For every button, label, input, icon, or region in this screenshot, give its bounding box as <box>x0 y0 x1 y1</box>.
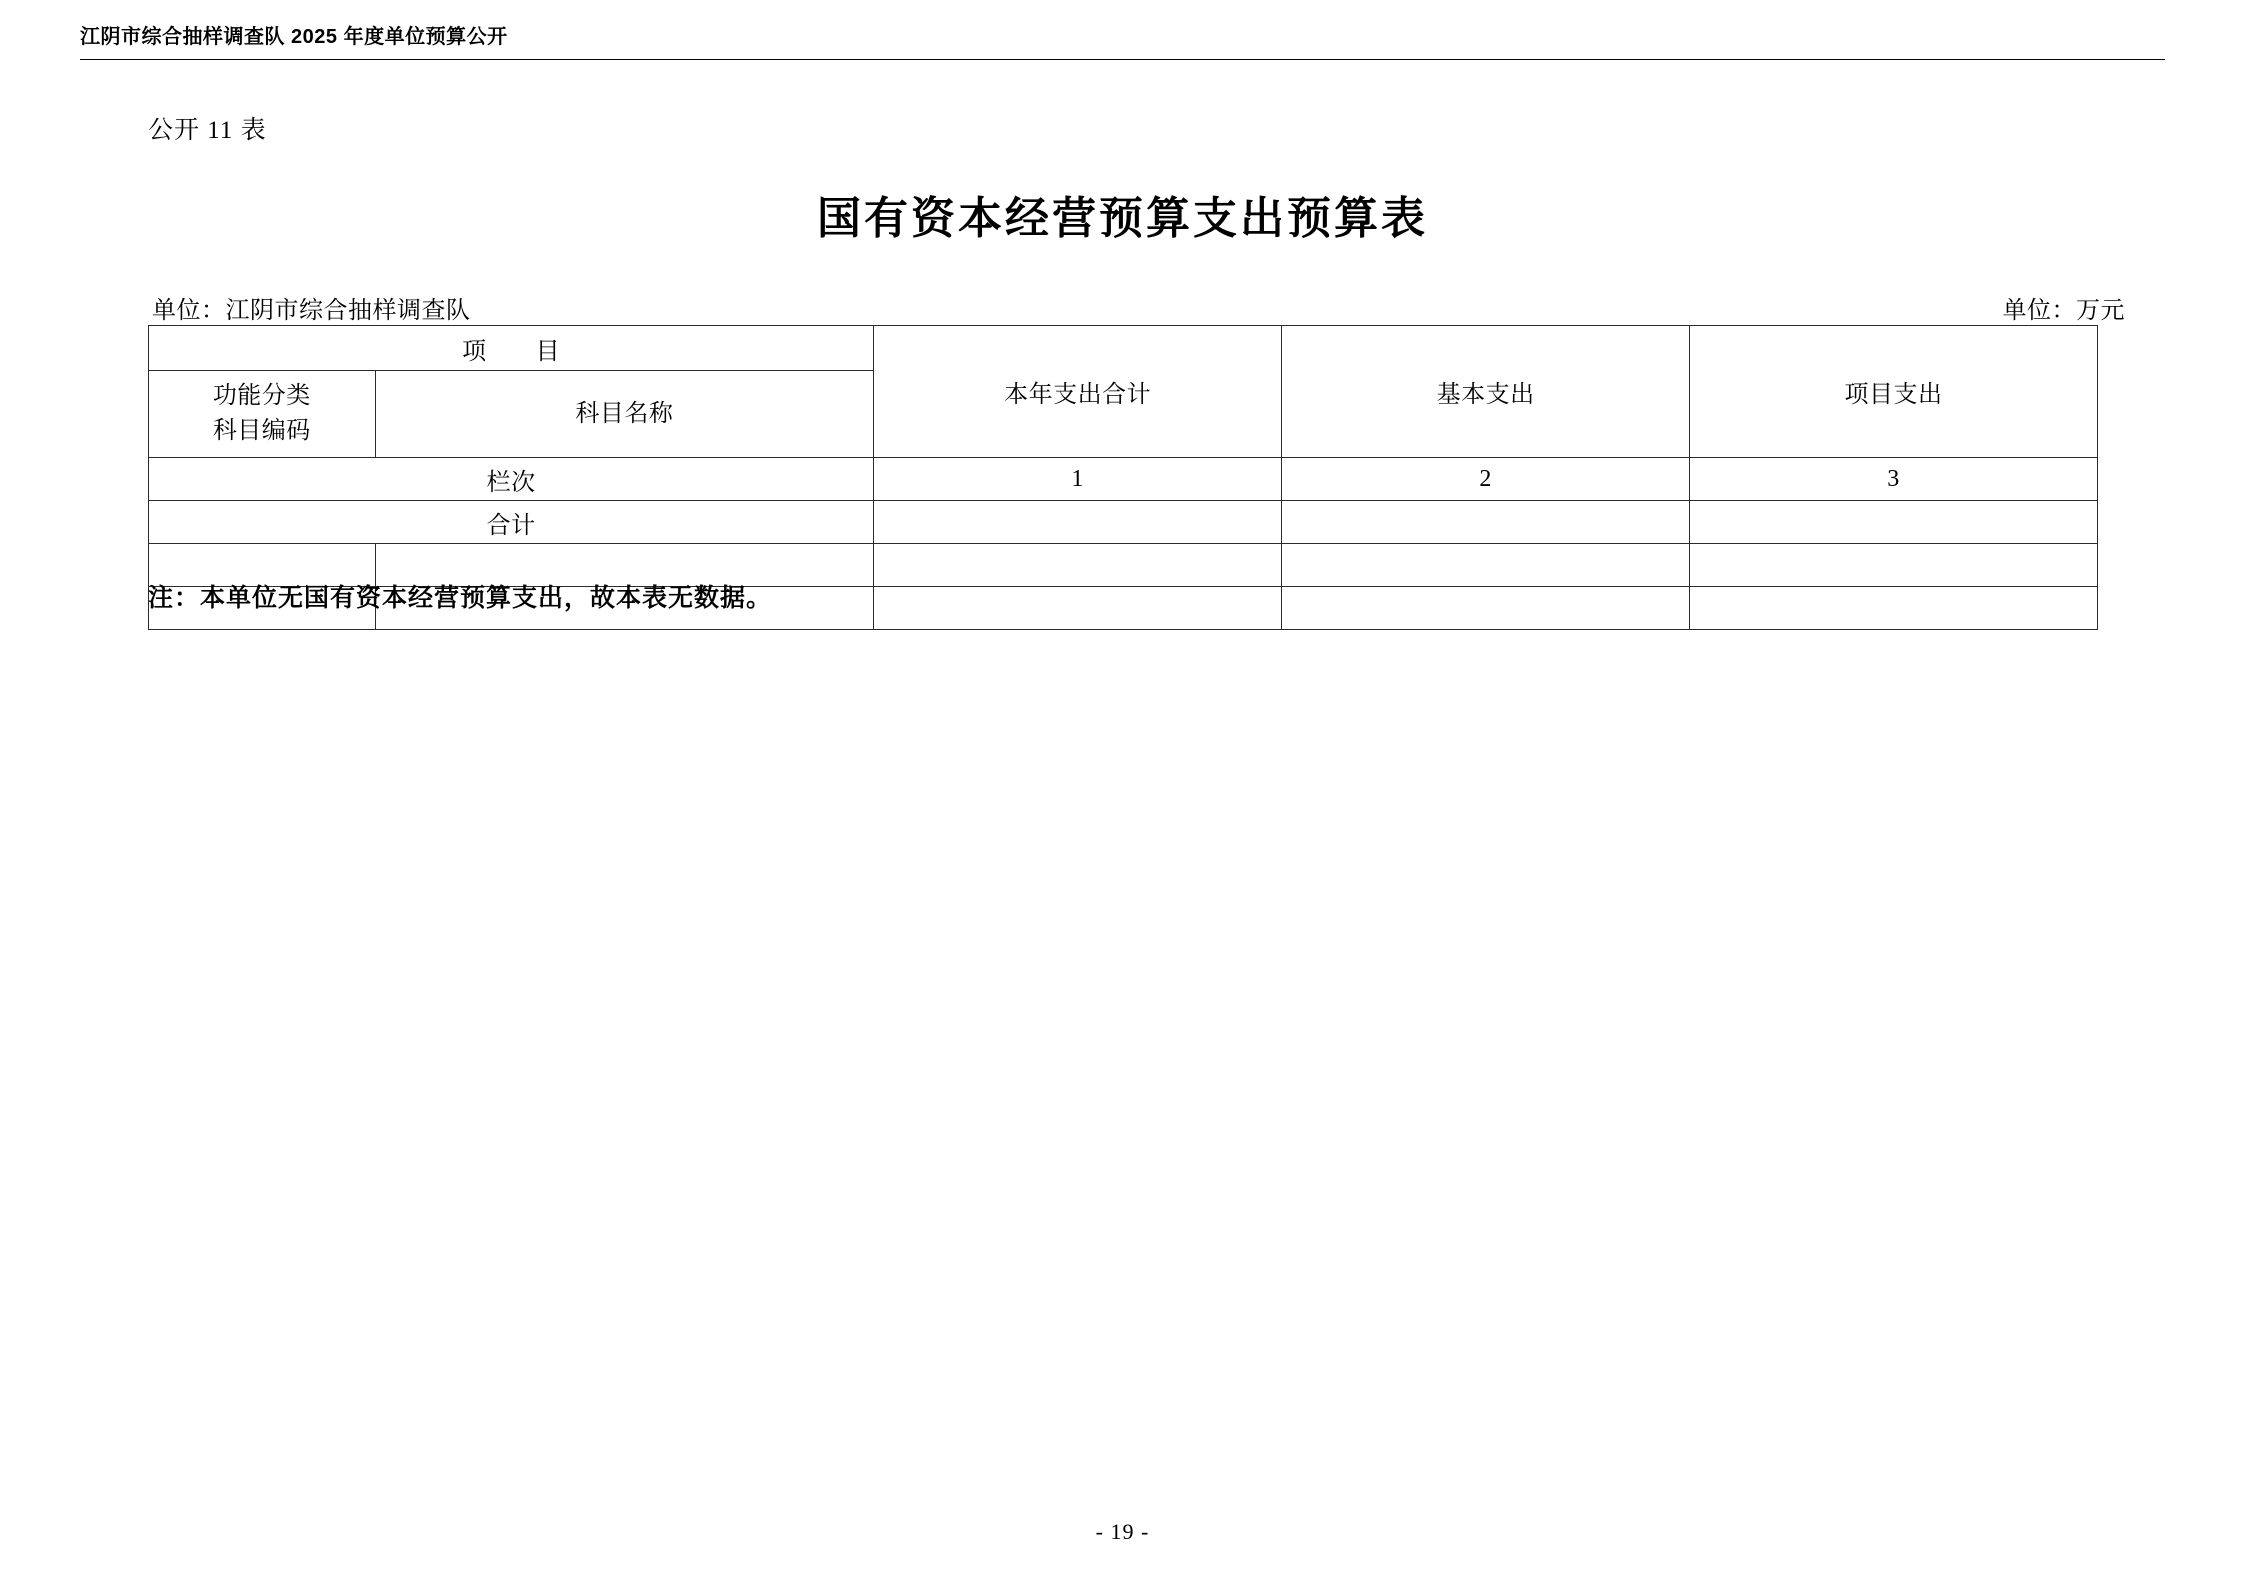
page-number: - 19 - <box>1095 1519 1150 1544</box>
running-header <box>80 20 2165 60</box>
column-index-2: 2 <box>1282 458 1690 501</box>
page-title: 国有资本经营预算支出预算表 <box>817 194 1428 243</box>
header-item-group: 项 目 <box>149 326 874 371</box>
header-function-code-line1: 功能分类 <box>212 383 311 410</box>
row-total-value <box>874 587 1282 630</box>
row-total-value <box>874 544 1282 587</box>
header-function-code-line2: 科目编码 <box>212 418 311 444</box>
row-total-value <box>874 501 1282 544</box>
amount-unit-label: 单位：万元 <box>2002 298 2125 324</box>
unit-name-label: 单位：江阴市综合抽样调查队 <box>152 298 471 324</box>
row-basic-value <box>1282 544 1690 587</box>
header-function-code <box>149 371 376 458</box>
row-total-label: 合计 <box>149 501 874 544</box>
column-index-1: 1 <box>874 458 1282 501</box>
row-basic-value <box>1282 501 1690 544</box>
running-header-title: 江阴市综合抽样调查队 2025 年度单位预算公开 <box>80 26 508 48</box>
row-project-value <box>1690 501 2098 544</box>
table-note: 注：本单位无国有资本经营预算支出，故本表无数据。 <box>148 585 773 612</box>
row-basic-value <box>1282 587 1690 630</box>
table-header-row-1 <box>149 326 2098 371</box>
sheet-label: 公开 11 表 <box>148 117 267 144</box>
row-project-value <box>1690 544 2098 587</box>
header-project-expenditure: 项目支出 <box>1690 326 2098 458</box>
table-row <box>149 501 2098 544</box>
table-row-column-index <box>149 458 2098 501</box>
header-basic-expenditure: 基本支出 <box>1282 326 1690 458</box>
row-project-value <box>1690 587 2098 630</box>
header-subject-name: 科目名称 <box>375 371 874 458</box>
header-total-expenditure: 本年支出合计 <box>874 326 1282 458</box>
header-divider <box>80 59 2165 60</box>
column-index-3: 3 <box>1690 458 2098 501</box>
column-index-label: 栏次 <box>149 458 874 501</box>
